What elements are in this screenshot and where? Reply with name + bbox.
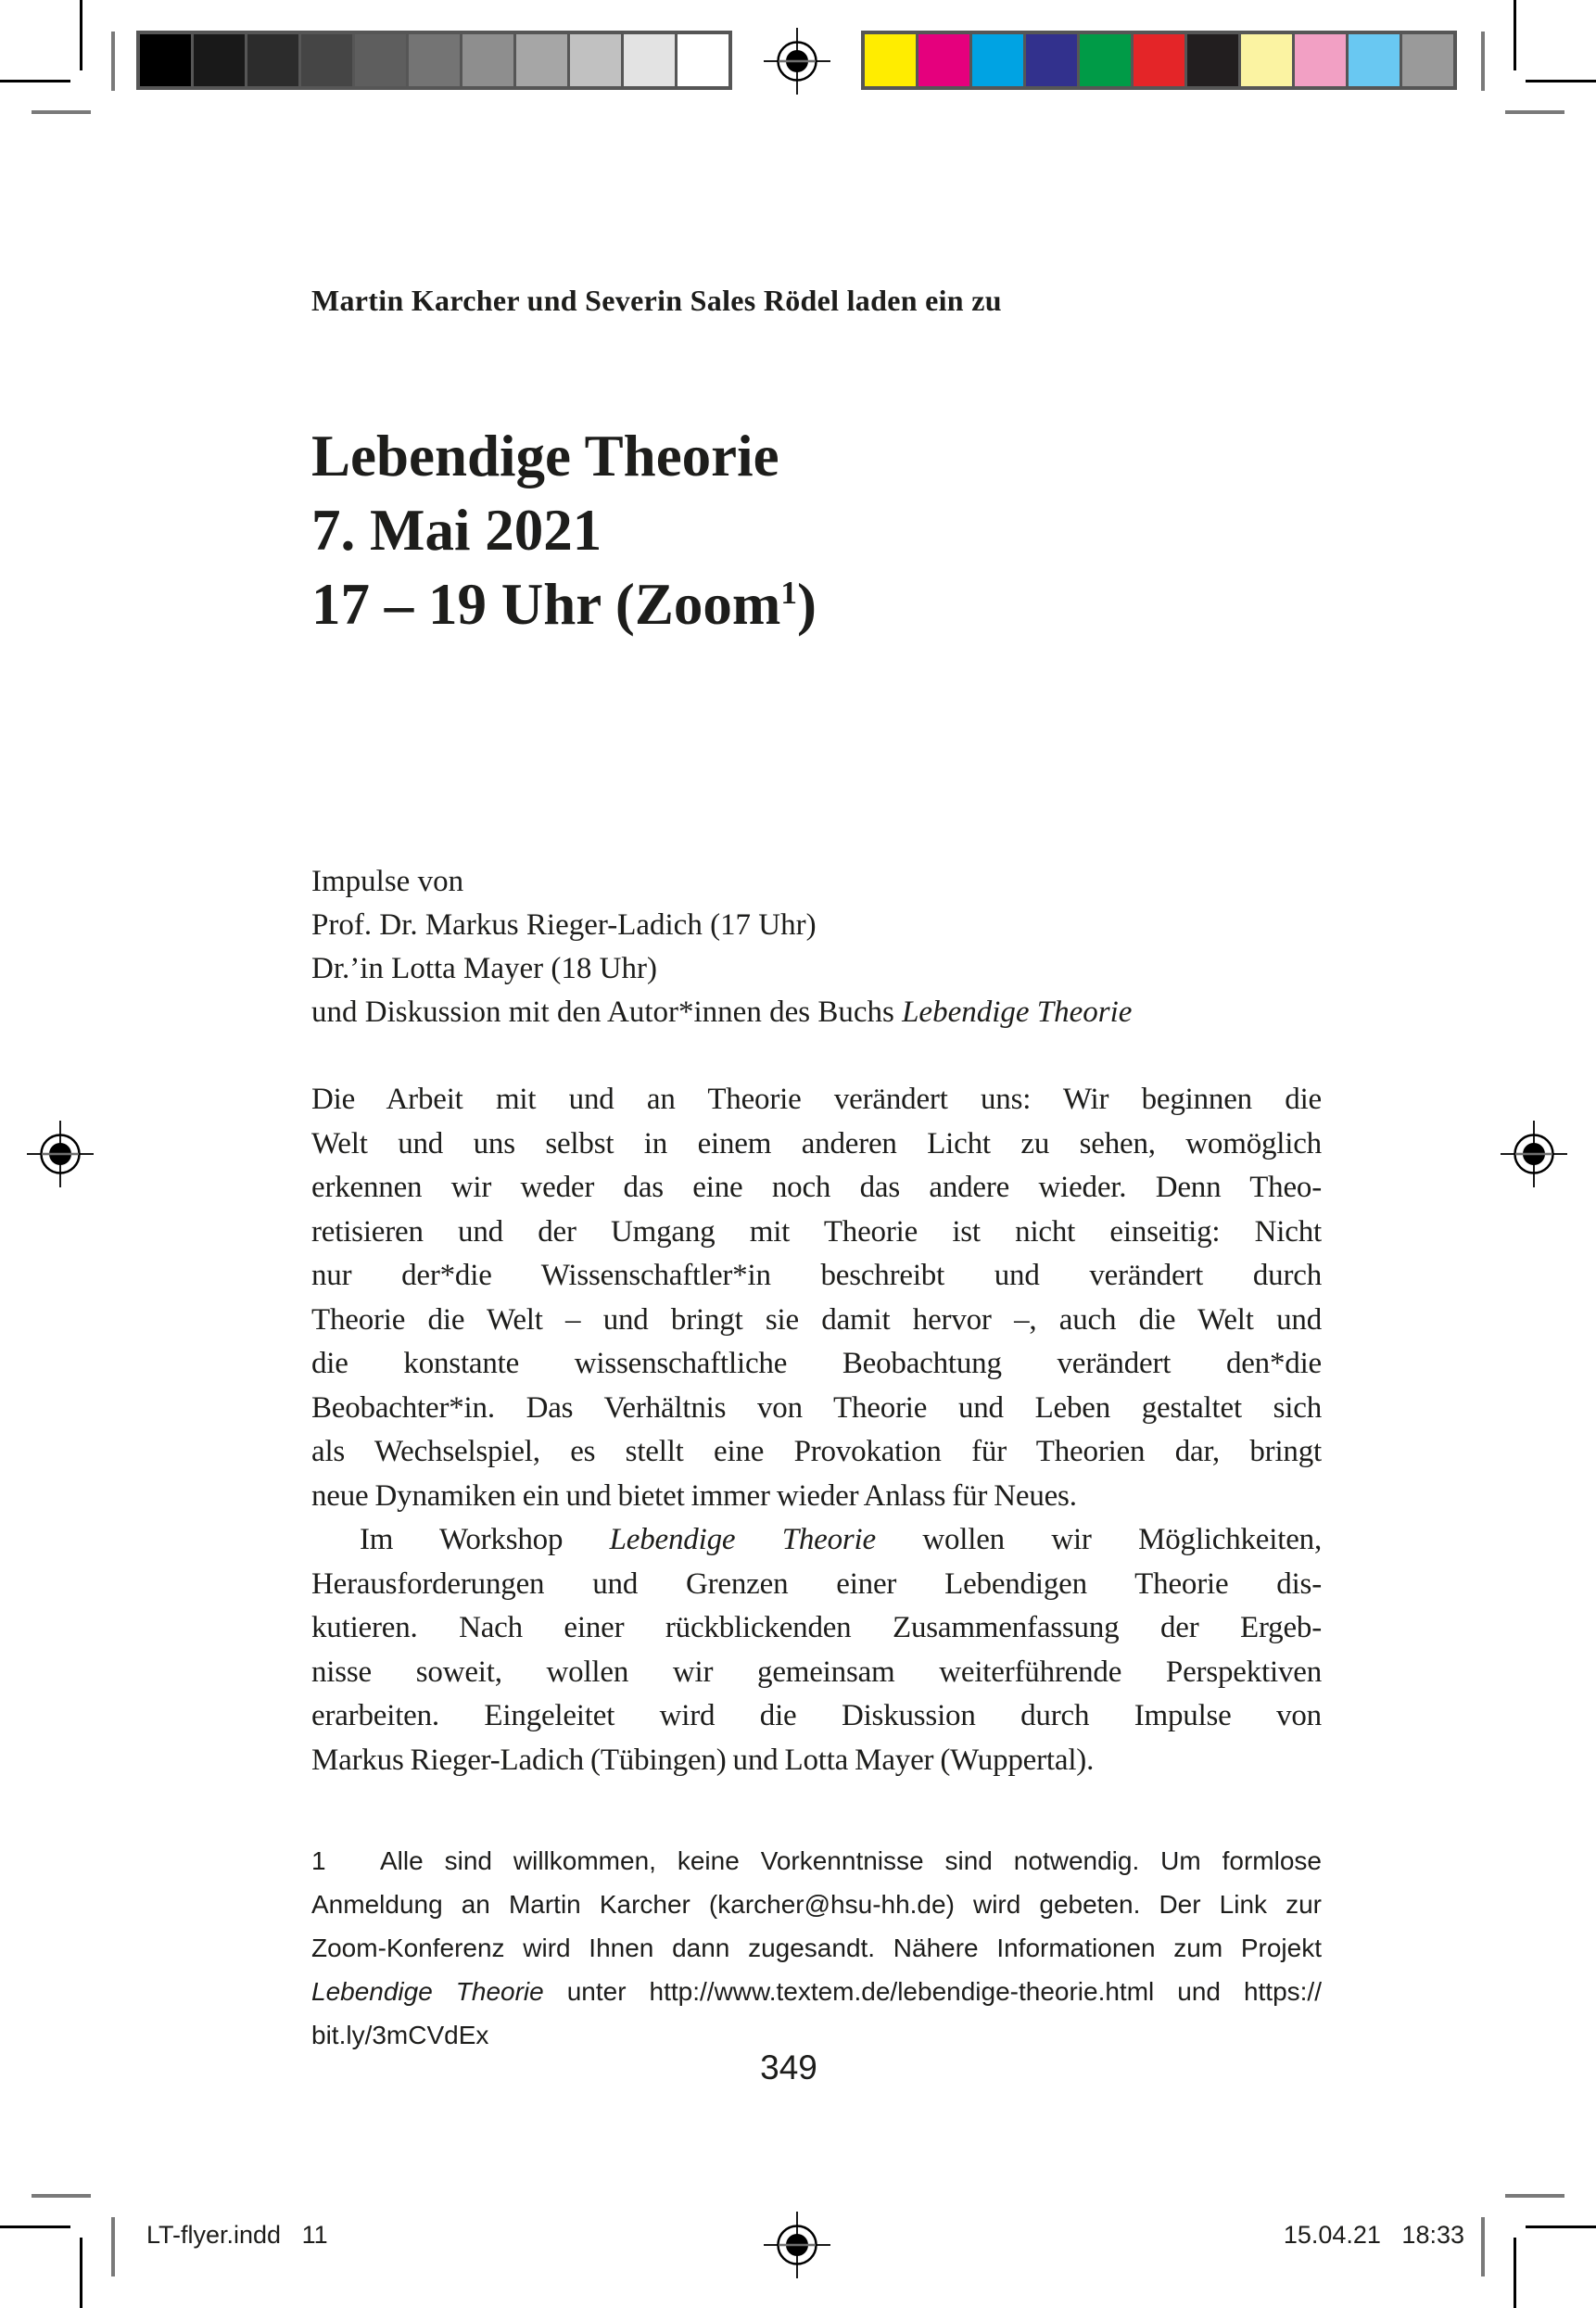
page-number: 349: [760, 2048, 817, 2086]
body-line: nur der*die Wissenschaftler*in beschreibt und verändert durch: [311, 1259, 1322, 1292]
registration-mark-bottom: [764, 2212, 830, 2278]
crop-mark-top-left-vertical: [80, 0, 82, 70]
grayscale-swatch-8: [516, 34, 567, 86]
footnote-line: [311, 1839, 1322, 1883]
speakers-heading: Impulse von: [311, 865, 464, 898]
body-line: retisieren und der Umgang mit Theorie ist nicht einseitig: Nicht: [311, 1214, 1322, 1249]
crop-mark-top-left-horizontal: [0, 80, 70, 82]
grayscale-swatch-4: [301, 34, 352, 86]
color-swatch-blue: [1026, 34, 1077, 86]
color-swatch-cyan: [972, 34, 1023, 86]
body-line: als Wechselspiel, es stellt eine Provokation für Theorien dar, bringt: [311, 1435, 1322, 1468]
speakers-discussion: [311, 991, 1322, 1034]
speakers-discussion-text: und Diskussion mit den Autor*innen des Buchs: [311, 995, 903, 1029]
body-text-segment: wollen wir Möglichkeiten,: [875, 1523, 1322, 1556]
grayscale-swatch-3: [247, 34, 298, 86]
headline-time-text: 17 – 19 Uhr (Zoom: [311, 572, 781, 637]
bleed-mark-bottom-right-vertical: [1481, 2217, 1485, 2276]
workshop-title-italic: Lebendige Theorie: [609, 1523, 876, 1556]
crop-mark-top-right-vertical: [1514, 0, 1516, 70]
body-line: die konstante wissenschaftliche Beobachtung verändert den*die: [311, 1347, 1322, 1380]
registration-mark-right: [1501, 1121, 1567, 1187]
bleed-mark-top-right-vertical: [1481, 32, 1485, 91]
body-line: Theorie die Welt – und bringt sie damit hervor –, auch die Welt und: [311, 1302, 1322, 1337]
registration-mark-top: [764, 28, 830, 95]
slug-datetime: 15.04.21 18:33: [1283, 2221, 1464, 2249]
book-title-italic: Lebendige Theorie: [902, 995, 1133, 1029]
color-swatch-paleyellow: [1241, 34, 1292, 86]
body-line: kutieren. Nach einer rückblickenden Zusammenfassung der Ergeb-: [311, 1611, 1322, 1644]
body-text: [311, 1078, 1322, 1782]
footnote-line: Zoom-Konferenz wird Ihnen dann zugesandt. Nähere Informationen zum Projekt: [311, 1934, 1322, 1962]
color-swatch-lightblue: [1349, 34, 1400, 86]
body-line: [311, 1518, 1322, 1563]
grayscale-swatch-7: [462, 34, 513, 86]
speakers-block: [311, 860, 1322, 1034]
footnote-line: bit.ly/3mCVdEx: [311, 2021, 489, 2049]
speaker-2: Dr.’in Lotta Mayer (18 Uhr): [311, 952, 657, 985]
headline-title: Lebendige Theorie: [311, 424, 779, 488]
body-text-segment: Im Workshop: [360, 1523, 610, 1556]
footnote-reference-mark: 1: [780, 575, 797, 611]
bleed-mark-bottom-left-vertical: [111, 2217, 115, 2276]
body-line: nisse soweit, wollen wir gemeinsam weiterführende Perspektiven: [311, 1655, 1322, 1689]
crop-mark-top-right-horizontal: [1526, 80, 1596, 82]
headline-date: 7. Mai 2021: [311, 498, 602, 563]
crop-mark-bottom-left-horizontal: [0, 2226, 70, 2228]
body-line: neue Dynamiken ein und bietet immer wieder Anlass für Neues.: [311, 1478, 1077, 1513]
color-swatch-red: [1134, 34, 1184, 86]
color-calibration-bar: [861, 31, 1457, 90]
footnote-number: 1: [311, 1846, 326, 1875]
footnote-text-segment: Alle sind willkommen, keine Vorkenntnisse sind notwendig. Um formlose: [380, 1846, 1322, 1875]
body-line: erkennen wir weder das eine noch das andere wieder. Denn Theo-: [311, 1171, 1322, 1204]
grayscale-swatch-6: [409, 34, 460, 86]
slug-filename: LT-flyer.indd 11: [146, 2221, 328, 2249]
crop-mark-bottom-left-vertical: [80, 2238, 82, 2308]
body-line: Herausforderungen und Grenzen einer Lebendigen Theorie dis-: [311, 1566, 1322, 1601]
grayscale-swatch-5: [355, 34, 406, 86]
bleed-mark-bottom-left-horizontal: [32, 2194, 91, 2198]
footnote: [311, 1839, 1322, 2057]
headline: [311, 419, 1322, 641]
crop-mark-bottom-right-horizontal: [1526, 2226, 1596, 2228]
color-swatch-yellow: [865, 34, 916, 86]
grayscale-swatch-2: [194, 34, 245, 86]
bleed-mark-top-left-vertical: [111, 32, 115, 91]
headline-time-close: ): [796, 572, 817, 637]
intro-line: Martin Karcher und Severin Sales Rödel laden ein zu: [311, 284, 1002, 317]
body-line: Die Arbeit mit und an Theorie verändert uns: Wir beginnen die: [311, 1083, 1322, 1116]
bleed-mark-top-left-horizontal: [32, 110, 91, 114]
grayscale-swatch-9: [570, 34, 621, 86]
headline-time: [311, 567, 1322, 641]
body-line: Beobachter*in. Das Verhältnis von Theorie und Leben gestaltet sich: [311, 1390, 1322, 1425]
color-swatch-black: [1187, 34, 1238, 86]
grayscale-swatch-11: [678, 34, 728, 86]
color-swatch-magenta: [918, 34, 969, 86]
color-swatch-gray: [1402, 34, 1453, 86]
footnote-line: [311, 1970, 1322, 2013]
footnote-line: Anmeldung an Martin Karcher (karcher@hsu-hh.de) wird gebeten. Der Link zur: [311, 1890, 1322, 1919]
speaker-1: Prof. Dr. Markus Rieger-Ladich (17 Uhr): [311, 908, 817, 942]
registration-mark-left: [27, 1121, 94, 1187]
body-line: Welt und uns selbst in einem anderen Licht zu sehen, womöglich: [311, 1126, 1322, 1160]
grayscale-calibration-bar: [136, 31, 732, 90]
bleed-mark-bottom-right-horizontal: [1505, 2194, 1564, 2198]
body-line: erarbeiten. Eingeleitet wird die Diskussion durch Impulse von: [311, 1699, 1322, 1732]
color-swatch-pink: [1295, 34, 1346, 86]
grayscale-swatch-1: [140, 34, 191, 86]
grayscale-swatch-10: [624, 34, 675, 86]
color-swatch-green: [1080, 34, 1131, 86]
footnote-book-title-italic: Lebendige Theorie: [311, 1977, 544, 2006]
body-line: Markus Rieger-Ladich (Tübingen) und Lotta Mayer (Wuppertal).: [311, 1743, 1095, 1777]
footnote-url-text: unter http://www.textem.de/lebendige-theorie.html und https://: [543, 1977, 1322, 2006]
crop-mark-bottom-right-vertical: [1514, 2238, 1516, 2308]
bleed-mark-top-right-horizontal: [1505, 110, 1564, 114]
